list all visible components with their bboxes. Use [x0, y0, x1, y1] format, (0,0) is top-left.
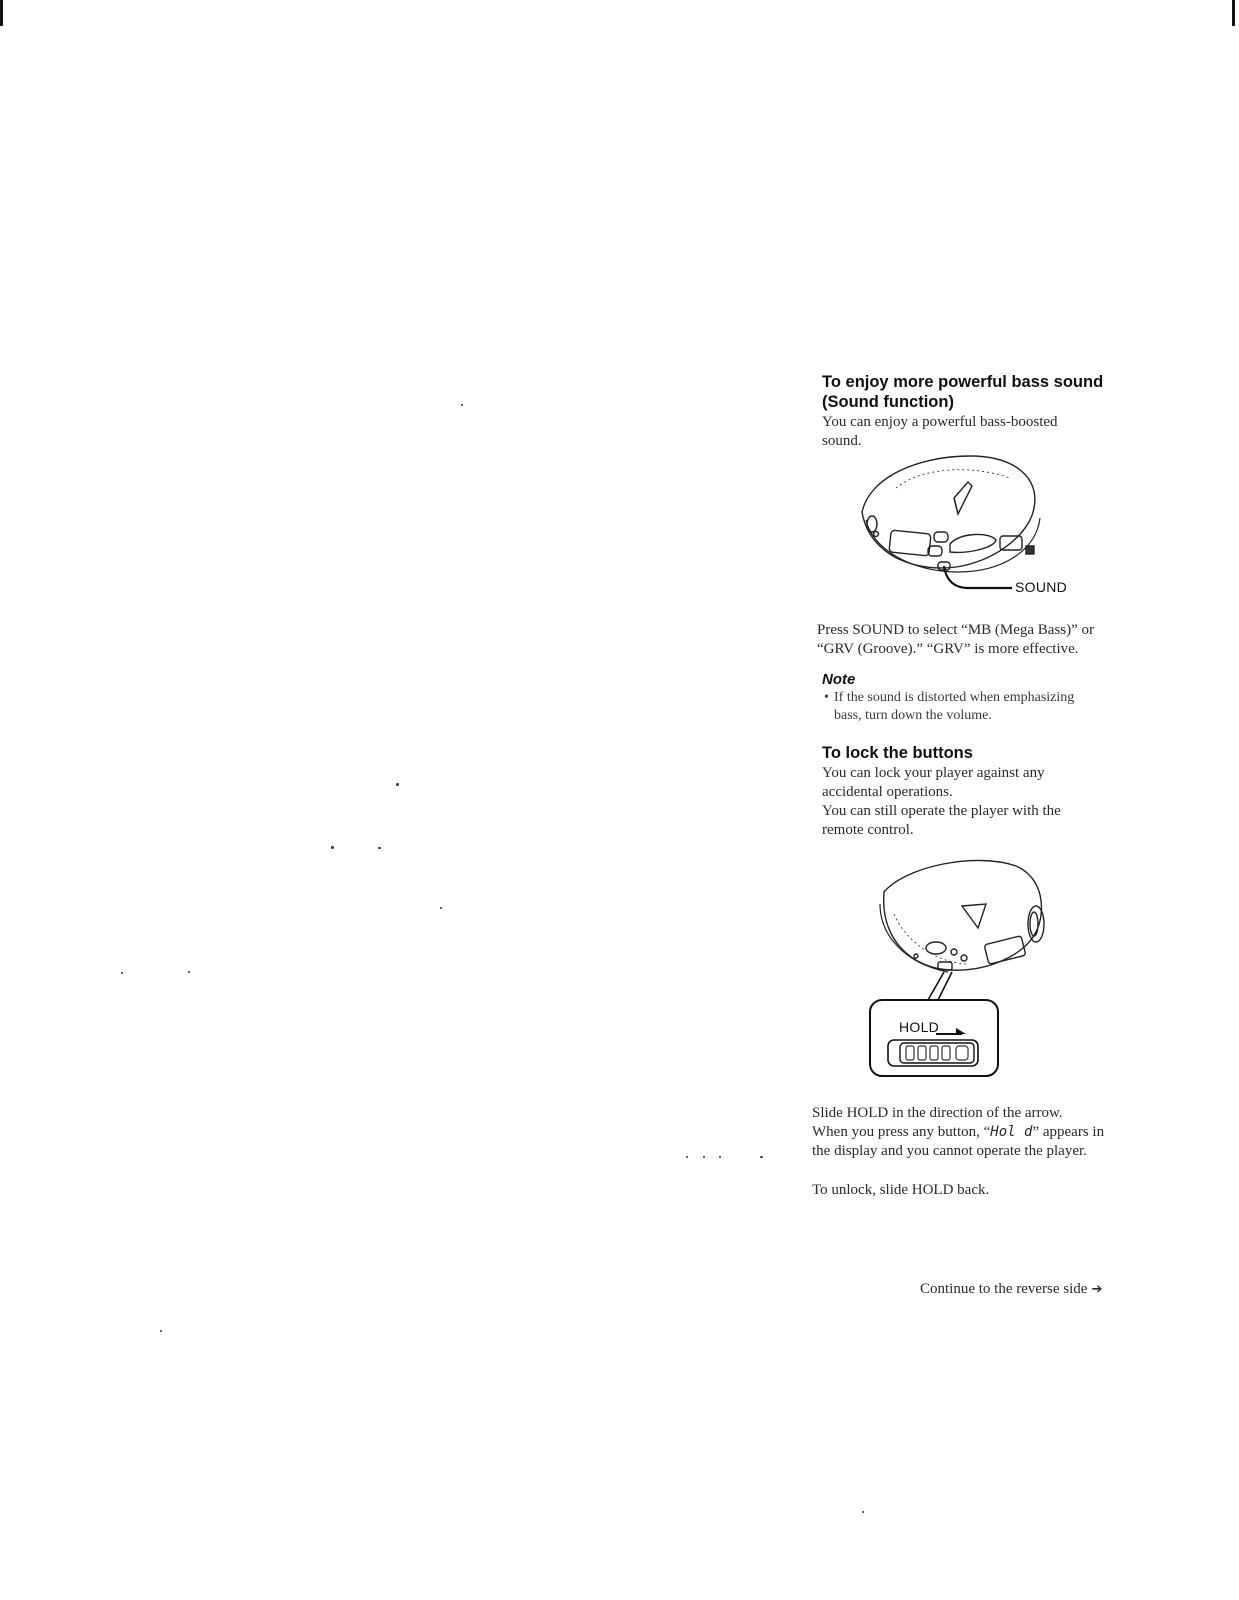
scan-speck	[396, 783, 399, 786]
sound-intro-line2: sound.	[822, 433, 862, 449]
scan-speck	[760, 1156, 763, 1158]
sound-button-label: SOUND	[1015, 579, 1068, 595]
sound-intro-line1: You can enjoy a powerful bass-boosted	[822, 414, 1058, 430]
scan-speck	[862, 1511, 864, 1513]
instructions-column	[822, 372, 1152, 451]
hold-block	[822, 743, 1152, 840]
hold-display-readout: Hol d	[990, 1124, 1033, 1140]
sound-heading-line1: To enjoy more powerful bass sound	[822, 373, 1104, 391]
scan-speck	[719, 1156, 721, 1158]
hold-intro-line2: accidental operations.	[822, 784, 953, 800]
hold-switch-label: HOLD	[899, 1019, 940, 1035]
note-item-line1: If the sound is distorted when emphasizing	[834, 690, 1075, 705]
sound-press-line2: “GRV (Groove).” “GRV” is more effective.	[817, 641, 1079, 657]
sound-intro	[822, 413, 1152, 451]
arrow-right-icon: ➔	[1091, 1282, 1103, 1297]
scan-speck	[703, 1156, 705, 1158]
scan-speck	[188, 971, 190, 973]
continue-text: Continue to the reverse side	[920, 1281, 1088, 1297]
hold-heading: To lock the buttons	[822, 744, 973, 762]
scan-speck	[461, 404, 463, 406]
note-item	[822, 689, 1152, 725]
sound-press-line1: Press SOUND to select “MB (Mega Bass)” or	[817, 622, 1095, 638]
continue-note	[920, 1281, 1102, 1298]
scan-speck	[440, 907, 442, 909]
note-block	[822, 670, 1152, 725]
scan-speck	[160, 1330, 162, 1332]
hold-slide-instruction	[812, 1104, 1152, 1161]
scan-speck	[686, 1156, 688, 1158]
hold-intro-line1: You can lock your player against any	[822, 765, 1045, 781]
hold-slide-line2-suffix: ” appears in	[1032, 1124, 1105, 1140]
sound-press-instruction	[817, 621, 1147, 659]
sound-figure	[850, 448, 1090, 608]
hold-slide-line2-prefix: When you press any button, “	[812, 1124, 991, 1140]
hold-intro-line3: You can still operate the player with the	[822, 803, 1061, 819]
scan-speck	[121, 972, 123, 974]
sound-heading-line2: (Sound function)	[822, 393, 954, 411]
note-label: Note	[822, 671, 856, 688]
hold-intro-line4: remote control.	[822, 822, 914, 838]
hold-figure	[866, 852, 1056, 1082]
hold-slide-line3: the display and you cannot operate the player.	[812, 1143, 1087, 1159]
hold-slide-line1: Slide HOLD in the direction of the arrow.	[812, 1105, 1063, 1121]
scan-speck	[378, 847, 381, 849]
sound-heading	[822, 372, 1152, 412]
hold-unlock-instruction: To unlock, slide HOLD back.	[812, 1182, 990, 1198]
cd-player-hold-illustration	[866, 852, 1056, 1082]
note-item-line2: bass, turn down the volume.	[834, 708, 992, 723]
bullet-icon: •	[824, 690, 829, 705]
page-edge-mark-left	[0, 0, 3, 26]
scan-speck	[331, 846, 334, 849]
hold-intro	[822, 764, 1152, 840]
page-edge-mark-right	[1232, 0, 1235, 26]
